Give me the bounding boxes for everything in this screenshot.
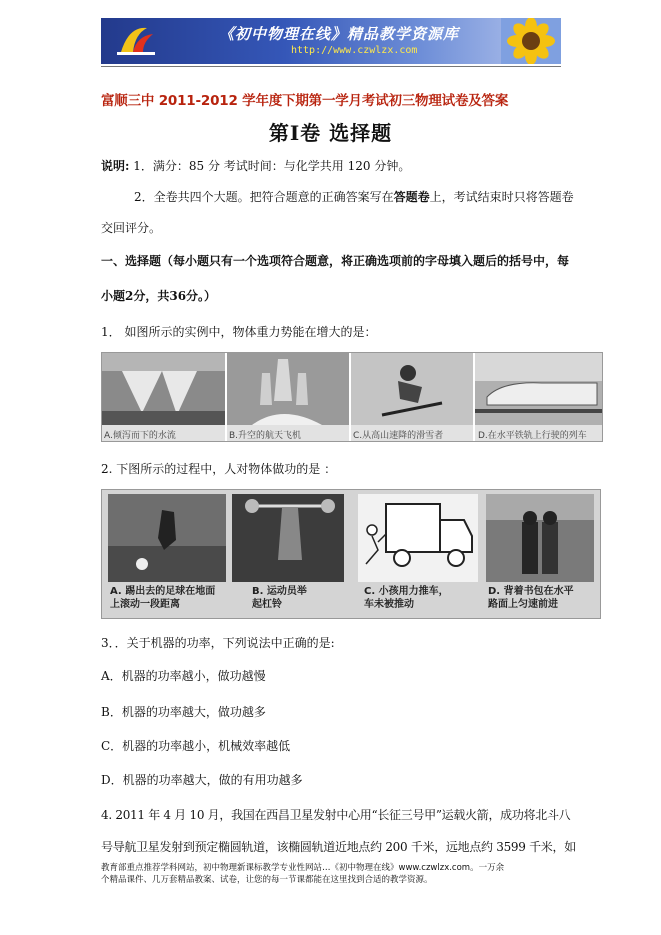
part1-heading-cont: 小题2分，共36分。） <box>101 289 217 303</box>
question-3-option-d: D．机器的功率越大，做的有用功越多 <box>101 773 303 787</box>
question-2-caption-c <box>364 585 449 611</box>
question-2-caption-d-line2: 路面上匀速前进 <box>488 599 558 610</box>
question-2-caption-a-line1: A. 踢出去的足球在地面 <box>110 586 216 597</box>
question-2-caption-a <box>110 585 215 611</box>
instructions-line-3: 交回评分。 <box>101 221 162 235</box>
banner-url[interactable]: http://www.czwlzx.com <box>291 45 418 56</box>
instructions-line-1 <box>101 157 410 174</box>
section-title: 第Ⅰ卷 选择题 <box>268 121 393 145</box>
question-1-caption-a: A.倾泻而下的水流 <box>104 431 176 441</box>
instructions-label: 说明: <box>101 159 130 173</box>
page-footer <box>101 862 571 886</box>
footer-line-2: 个精品课件、几万套精品教案、试卷，让您的每一节课都能在这里找到合适的教学资源。 <box>101 875 433 885</box>
question-1-figure <box>101 352 603 442</box>
question-1-stem: 1． 如图所示的实例中，物体重力势能在增大的是： <box>101 325 377 339</box>
question-2-caption-c-line2: 车未被推动 <box>364 599 414 610</box>
instructions-score-time: 1．满分：85 分 考试时间：与化学共用 120 分钟。 <box>133 159 411 173</box>
question-4-line-2: 号导航卫星发射到预定椭圆轨道，该椭圆轨道近地点约 200 千米，远地点约 3599 千米，如 <box>101 840 576 854</box>
question-3-stem: 3．．关于机器的功率，下列说法中正确的是: <box>101 636 335 650</box>
instructions-text-a: 2．全卷共四个大题。把符合题意的正确答案写在 <box>134 190 394 204</box>
question-2-caption-b-line2: 起杠铃 <box>252 599 282 610</box>
exam-title: 富顺三中 2011-2012 学年度下期第一学月考试初三物理试卷及答案 <box>101 93 509 109</box>
instructions-line-2 <box>134 188 574 205</box>
question-2-figure <box>101 489 601 619</box>
question-4-line-1: 4. 2011 年 4 月 10 月，我国在西昌卫星发射中心用“长征三号甲”运载火箭，成功将北斗八 <box>101 808 571 822</box>
question-2-caption-b-line1: B. 运动员举 <box>252 586 307 597</box>
banner-title: 《初中物理在线》精品教学资源库 <box>219 25 460 43</box>
question-2-stem: 2. 下图所示的过程中，人对物体做功的是 ： <box>101 462 337 476</box>
instructions-answer-sheet: 答题卷 <box>393 190 430 204</box>
part1-heading: 一、选择题（每小题只有一个选项符合题意，将正确选项前的字母填入题后的括号中，每 <box>101 254 570 268</box>
question-2-caption-a-line2: 上滚动一段距离 <box>110 599 180 610</box>
question-1-caption-c: C.从高山速降的滑雪者 <box>353 431 444 441</box>
question-3-option-a: A．机器的功率越小，做功越慢 <box>101 669 266 683</box>
question-1-caption-b: B.升空的航天飞机 <box>229 431 302 441</box>
question-2-caption-d-line1: D. 背着书包在水平 <box>488 586 574 597</box>
site-banner <box>101 18 561 64</box>
question-2-caption-c-line1: C. 小孩用力推车， <box>364 586 449 597</box>
question-2-caption-d <box>488 585 574 611</box>
question-1-caption-d: D.在水平铁轨上行驶的列车 <box>478 431 587 441</box>
site-logo-icon <box>107 22 167 60</box>
question-2-caption-b <box>252 585 307 611</box>
instructions-text-c: 上，考试结束时只将答题卷 <box>429 190 574 204</box>
sunflower-icon <box>501 18 561 64</box>
footer-line-1: 教育部重点推荐学科网站，初中物理新课标教学专业性网站…《初中物理在线》www.czwlzx.com。一万余 <box>101 863 505 873</box>
header-rule <box>101 66 561 67</box>
question-3-option-b: B．机器的功率越大，做功越多 <box>101 705 266 719</box>
question-3-option-c: C．机器的功率越小，机械效率越低 <box>101 739 291 753</box>
